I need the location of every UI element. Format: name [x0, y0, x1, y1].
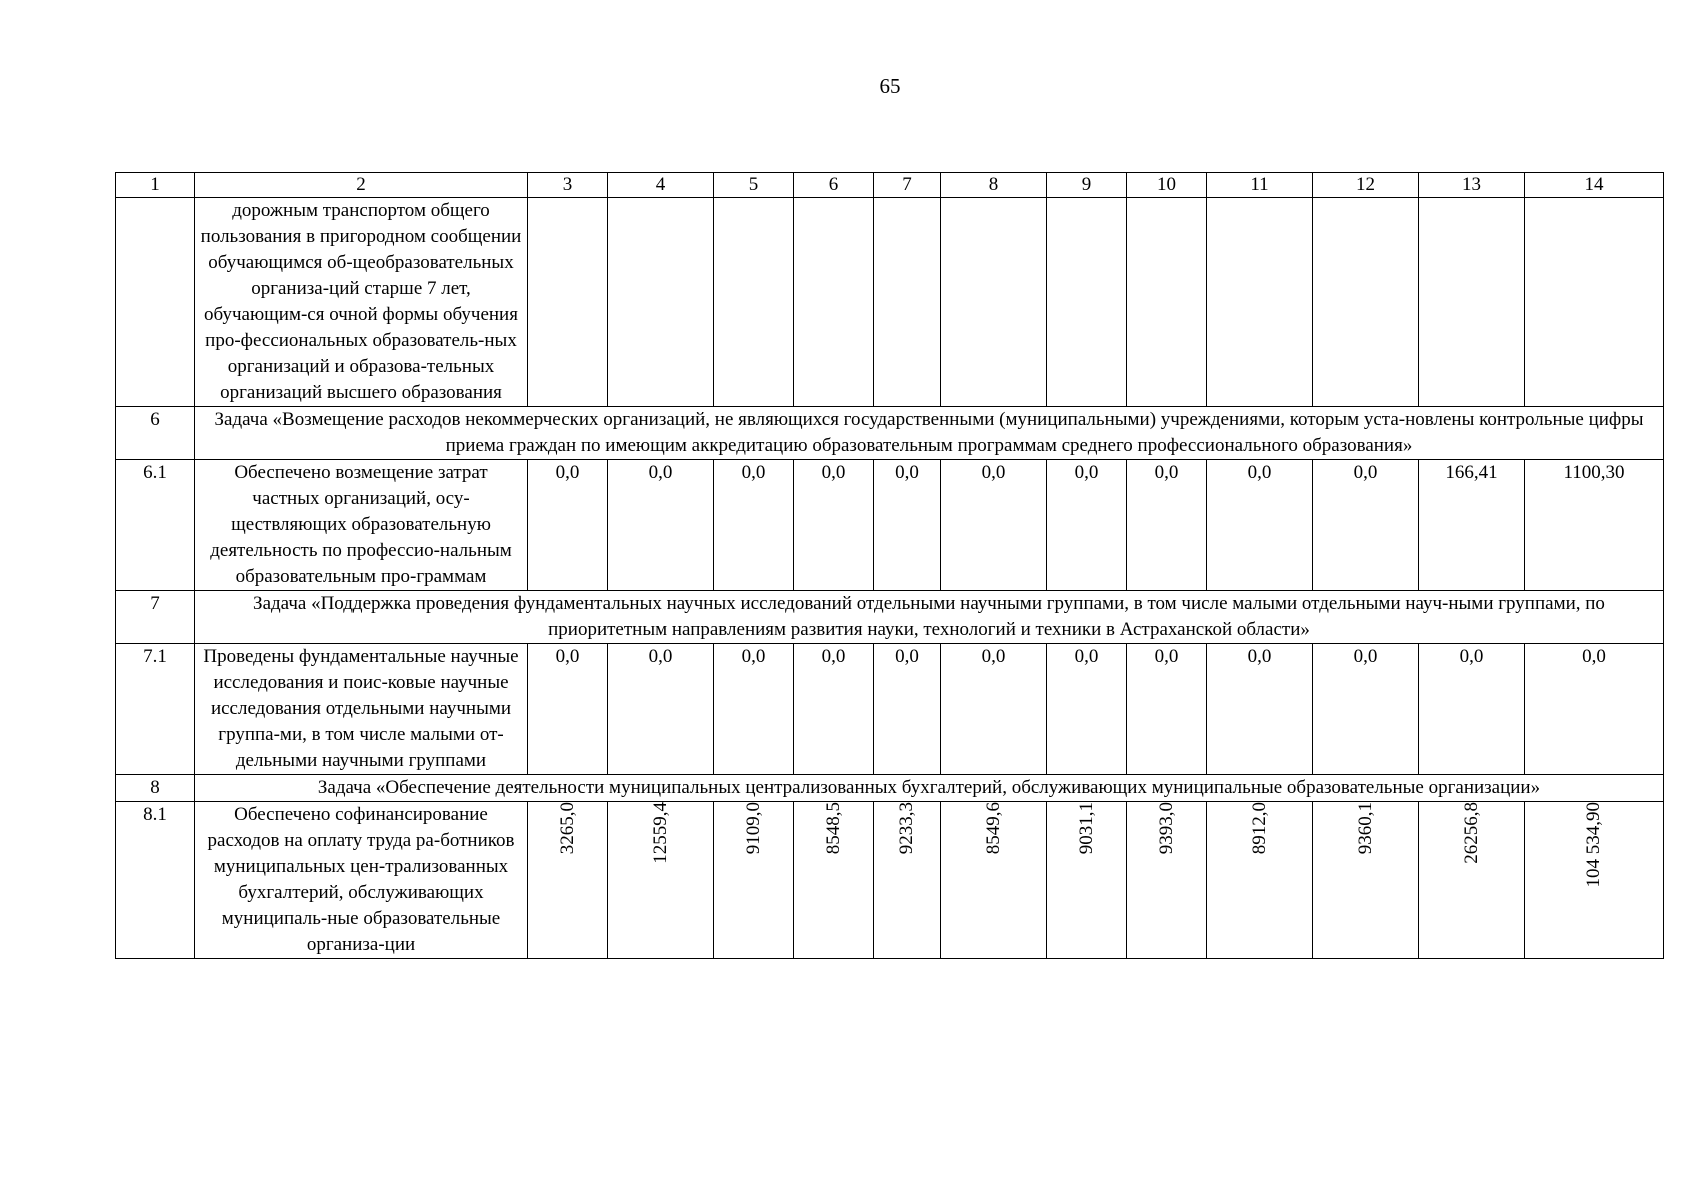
value-cell [1207, 198, 1313, 407]
value-cell [1047, 802, 1127, 959]
value-text: 8549,6 [982, 802, 1004, 855]
row-number: 7 [116, 591, 195, 644]
column-number-row [116, 173, 1664, 198]
row-number: 8.1 [116, 802, 195, 959]
value-cell [608, 802, 714, 959]
value-cell [1047, 198, 1127, 407]
value-cell: 0,0 [874, 460, 941, 591]
value-cell: 0,0 [1047, 460, 1127, 591]
column-number: 12 [1313, 173, 1419, 198]
value-cell [714, 802, 794, 959]
page-number: 65 [879, 74, 901, 98]
task-row [116, 407, 1664, 460]
value-cell [528, 198, 608, 407]
column-number: 10 [1127, 173, 1207, 198]
column-number: 9 [1047, 173, 1127, 198]
column-number: 11 [1207, 173, 1313, 198]
result-description: дорожным транспортом общего пользования в пригородном сообщении обучающимся об-щеобразовательных организа-ций старше 7 лет, обучающим-ся очной формы обучения про-фессиональных образователь-ных организаций и образова-тельных организаций высшего образования [195, 198, 528, 407]
value-cell: 0,0 [794, 644, 874, 775]
task-row [116, 591, 1664, 644]
column-number: 5 [714, 173, 794, 198]
value-cell: 0,0 [1207, 460, 1313, 591]
value-cell [1127, 198, 1207, 407]
value-text: 12559,4 [649, 802, 671, 864]
result-row [116, 802, 1664, 959]
value-text: 104 534,90 [1583, 802, 1604, 888]
table-body [116, 173, 1664, 959]
value-cell [794, 802, 874, 959]
result-description: Обеспечено возмещение затрат частных организаций, осу-ществляющих образовательную деятельность по профессио-нальным образовательным про-граммам [195, 460, 528, 591]
value-cell [528, 802, 608, 959]
row-number: 7.1 [116, 644, 195, 775]
value-cell: 0,0 [794, 460, 874, 591]
value-cell: 0,0 [714, 460, 794, 591]
value-cell: 0,0 [528, 644, 608, 775]
value-cell [1207, 802, 1313, 959]
value-cell [608, 198, 714, 407]
value-cell: 0,0 [1127, 644, 1207, 775]
value-cell [941, 198, 1047, 407]
row-number: 6.1 [116, 460, 195, 591]
value-cell [714, 198, 794, 407]
value-cell: 0,0 [1207, 644, 1313, 775]
value-cell: 166,41 [1419, 460, 1525, 591]
value-text: 9233,3 [896, 802, 917, 855]
value-cell: 0,0 [1525, 644, 1664, 775]
value-text: 8912,0 [1248, 802, 1270, 855]
value-cell: 0,0 [1047, 644, 1127, 775]
column-number: 2 [195, 173, 528, 198]
row-number: 8 [116, 775, 195, 802]
task-title: Задача «Обеспечение деятельности муниципальных централизованных бухгалтерий, обслуживающих муниципальные образовательные организации» [195, 775, 1664, 802]
value-text: 9031,1 [1075, 802, 1097, 855]
value-text: 3265,0 [556, 802, 578, 855]
column-number: 7 [874, 173, 941, 198]
value-cell: 0,0 [874, 644, 941, 775]
result-description: Проведены фундаментальные научные исследования и поис-ковые научные исследования отдельными научными группа-ми, в том числе малыми от-дельными научными группами [195, 644, 528, 775]
value-cell: 0,0 [941, 644, 1047, 775]
value-cell: 0,0 [1313, 460, 1419, 591]
column-number: 1 [116, 173, 195, 198]
task-row [116, 775, 1664, 802]
value-cell [1525, 802, 1664, 959]
value-text: 8548,5 [822, 802, 844, 855]
value-cell: 0,0 [608, 460, 714, 591]
value-text: 9393,0 [1155, 802, 1177, 855]
column-number: 4 [608, 173, 714, 198]
value-cell: 0,0 [608, 644, 714, 775]
column-number: 8 [941, 173, 1047, 198]
result-row [116, 644, 1664, 775]
value-cell [874, 198, 941, 407]
value-cell: 0,0 [528, 460, 608, 591]
value-cell [941, 802, 1047, 959]
value-text: 9360,1 [1354, 802, 1376, 855]
value-cell [794, 198, 874, 407]
value-cell [1419, 802, 1525, 959]
value-cell [1419, 198, 1525, 407]
value-cell [1127, 802, 1207, 959]
column-number: 13 [1419, 173, 1525, 198]
value-cell [1525, 198, 1664, 407]
row-number: 6 [116, 407, 195, 460]
value-cell: 0,0 [1419, 644, 1525, 775]
value-cell: 0,0 [941, 460, 1047, 591]
row-number [116, 198, 195, 407]
budget-table [115, 172, 1664, 959]
column-number: 14 [1525, 173, 1664, 198]
value-cell [1313, 198, 1419, 407]
value-cell: 0,0 [714, 644, 794, 775]
value-cell [874, 802, 941, 959]
value-cell: 1100,30 [1525, 460, 1664, 591]
task-title: Задача «Возмещение расходов некоммерческих организаций, не являющихся государственными (муниципальными) учреждениями, которым уста-новлены контрольные цифры приема граждан по имеющим аккредитацию образовательным программам среднего профессионального образования» [195, 407, 1664, 460]
value-cell: 0,0 [1313, 644, 1419, 775]
value-text: 26256,8 [1460, 802, 1482, 864]
column-number: 3 [528, 173, 608, 198]
task-title: Задача «Поддержка проведения фундаментальных научных исследований отдельными научными группами, в том числе малыми отдельными науч-ными группами, по приоритетным направлениям развития науки, технологий и техники в Астраханской области» [195, 591, 1664, 644]
column-number: 6 [794, 173, 874, 198]
value-text: 9109,0 [742, 802, 764, 855]
result-row [116, 460, 1664, 591]
value-cell: 0,0 [1127, 460, 1207, 591]
result-row [116, 198, 1664, 407]
value-cell [1313, 802, 1419, 959]
result-description: Обеспечено софинансирование расходов на оплату труда ра-ботников муниципальных цен-трализованных бухгалтерий, обслуживающих муниципаль-ные образовательные организа-ции [195, 802, 528, 959]
